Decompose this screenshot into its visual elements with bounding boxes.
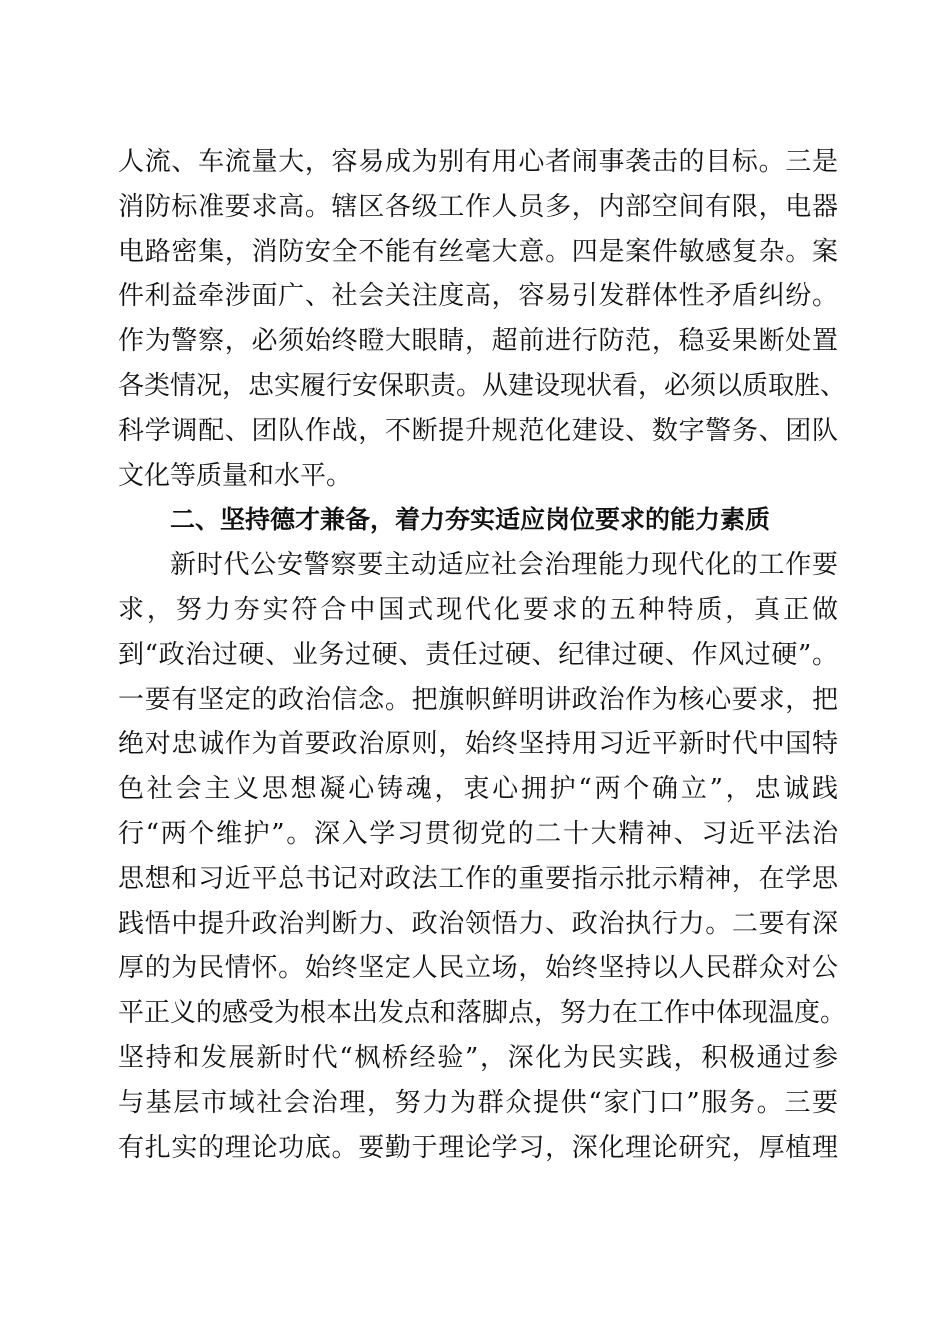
- paragraph-continued: [118, 140, 847, 498]
- text-line: 新时代公安警察要主动适应社会治理能力现代化的工作要: [170, 550, 838, 581]
- text-line: 思想和习近平总书记对政法工作的重要指示批示精神，在学思: [118, 863, 838, 894]
- text-line: 件利益牵涉面广、社会关注度高，容易引发群体性矛盾纠纷。: [118, 281, 838, 312]
- text-line: 到“政治过硬、业务过硬、责任过硬、纪律过硬、作风过硬”。: [118, 639, 838, 670]
- text-line: 有扎实的理论功底。要勤于理论学习，深化理论研究，厚植理: [118, 1132, 838, 1163]
- document-body: [118, 140, 847, 1170]
- text-line: 与基层市域社会治理，努力为群众提供“家门口”服务。三要: [118, 1087, 838, 1118]
- text-line: 各类情况，忠实履行安保职责。从建设现状看，必须以质取胜、: [118, 370, 847, 401]
- text-line: 色社会主义思想凝心铸魂，衷心拥护“两个确立”，忠诚践: [118, 774, 838, 805]
- text-line: 平正义的感受为根本出发点和落脚点，努力在工作中体现温度。: [118, 998, 847, 1029]
- text-line: 科学调配、团队作战，不断提升规范化建设、数字警务、团队: [118, 415, 838, 446]
- text-line: 一要有坚定的政治信念。把旗帜鲜明讲政治作为核心要求，把: [118, 684, 838, 715]
- section-paragraph: [118, 543, 847, 1170]
- text-line: 消防标准要求高。辖区各级工作人员多，内部空间有限，电器: [118, 191, 838, 222]
- text-line: 厚的为民情怀。始终坚定人民立场，始终坚持以人民群众对公: [118, 953, 838, 984]
- text-line: 行“两个维护”。深入学习贯彻党的二十大精神、习近平法治: [118, 818, 838, 849]
- text-line: 求，努力夯实符合中国式现代化要求的五种特质，真正做: [118, 594, 838, 625]
- text-line: 文化等质量和水平。: [118, 460, 353, 491]
- text-line: 人流、车流量大，容易成为别有用心者闹事袭击的目标。三是: [118, 147, 838, 177]
- text-line: 作为警察，必须始终瞪大眼睛，超前进行防范，稳妥果断处置: [118, 326, 838, 357]
- text-line: 践悟中提升政治判断力、政治领悟力、政治执行力。二要有深: [118, 908, 838, 939]
- text-line: 坚持和发展新时代“枫桥经验”，深化为民实践，积极通过参: [118, 1042, 838, 1073]
- section-heading: 二、坚持德才兼备，着力夯实适应岗位要求的能力素质: [170, 505, 771, 535]
- text-line: 绝对忠诚作为首要政治原则，始终坚持用习近平新时代中国特: [118, 729, 838, 760]
- text-line: 电路密集，消防安全不能有丝毫大意。四是案件敏感复杂。案: [118, 236, 838, 267]
